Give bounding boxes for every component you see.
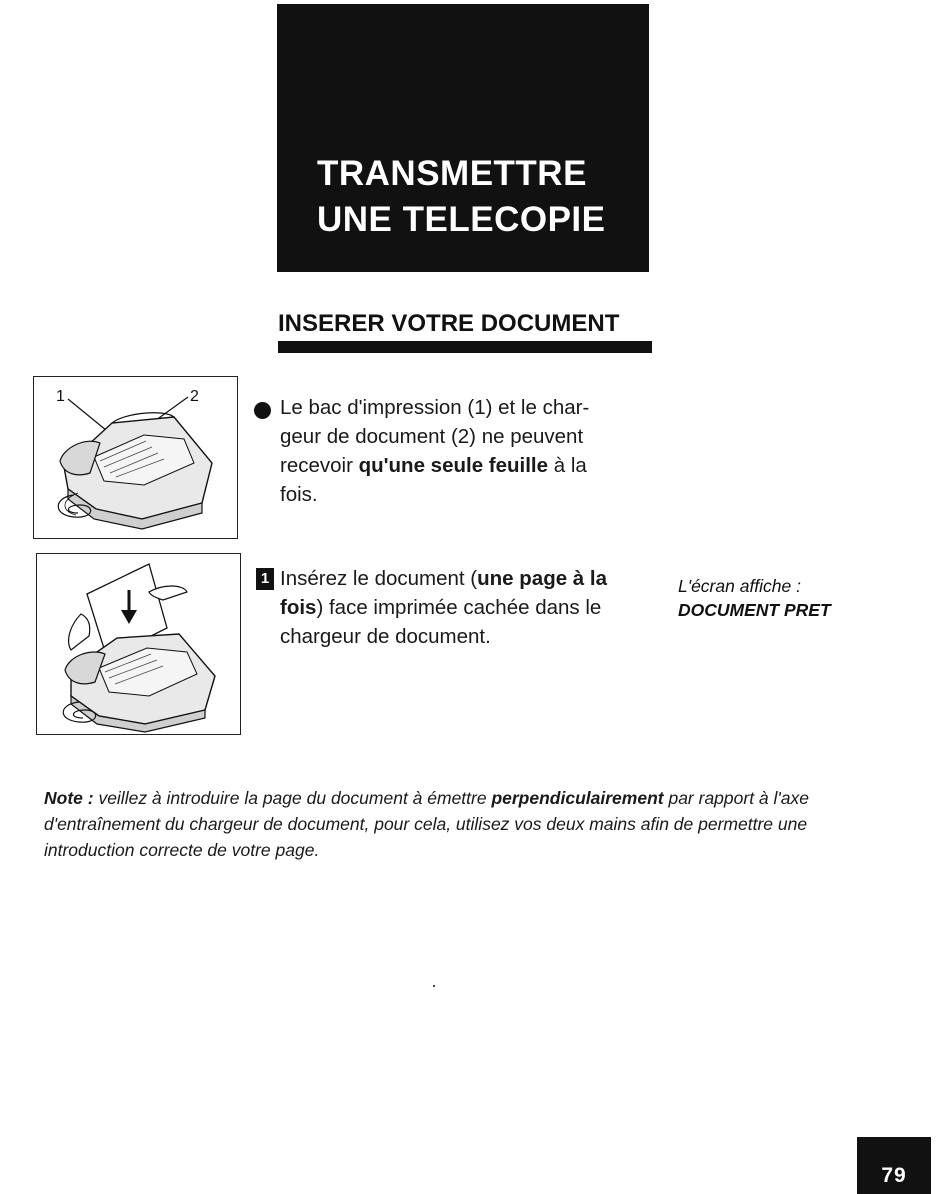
step-number-badge: 1: [256, 568, 274, 590]
note-paragraph: Note : veillez à introduire la page du document à émettre perpendiculairement par rapport à l'axe d'entraînement du chargeur de document, pour cela, utilisez vos deux mains afin de permettre une introduction correcte de votre page.: [44, 788, 809, 860]
display-readout: [678, 574, 831, 622]
fax-machine-illustration: [33, 376, 238, 539]
bullet-icon: [254, 402, 271, 419]
page-number-tab: [857, 1137, 931, 1194]
step-paragraph: Insérez le document (une page à la fois) face imprimée cachée dans le chargeur de document.: [280, 567, 608, 648]
scan-speck: [433, 985, 435, 987]
display-caption: L'écran affiche :: [678, 576, 801, 596]
section-heading: INSERER VOTRE DOCUMENT: [278, 310, 620, 337]
figure-label-2: 2: [190, 388, 199, 405]
document-insertion-illustration: [36, 553, 241, 735]
bullet-paragraph: Le bac d'impression (1) et le char- geur de document (2) ne peuvent recevoir qu'une seule feuille à la fois.: [280, 396, 590, 506]
display-message: DOCUMENT PRET: [678, 600, 831, 620]
figure-label-1: 1: [56, 388, 65, 405]
note-label: Note :: [44, 788, 94, 808]
fax-machine-drawing: [34, 377, 237, 538]
page-number: 79: [881, 1164, 907, 1187]
chapter-title-line-1: TRANSMETTRE: [317, 154, 587, 193]
chapter-title-block: [277, 4, 649, 272]
document-insertion-drawing: [37, 554, 240, 734]
chapter-title-line-2: UNE TELECOPIE: [317, 200, 606, 239]
section-rule: [278, 341, 652, 353]
